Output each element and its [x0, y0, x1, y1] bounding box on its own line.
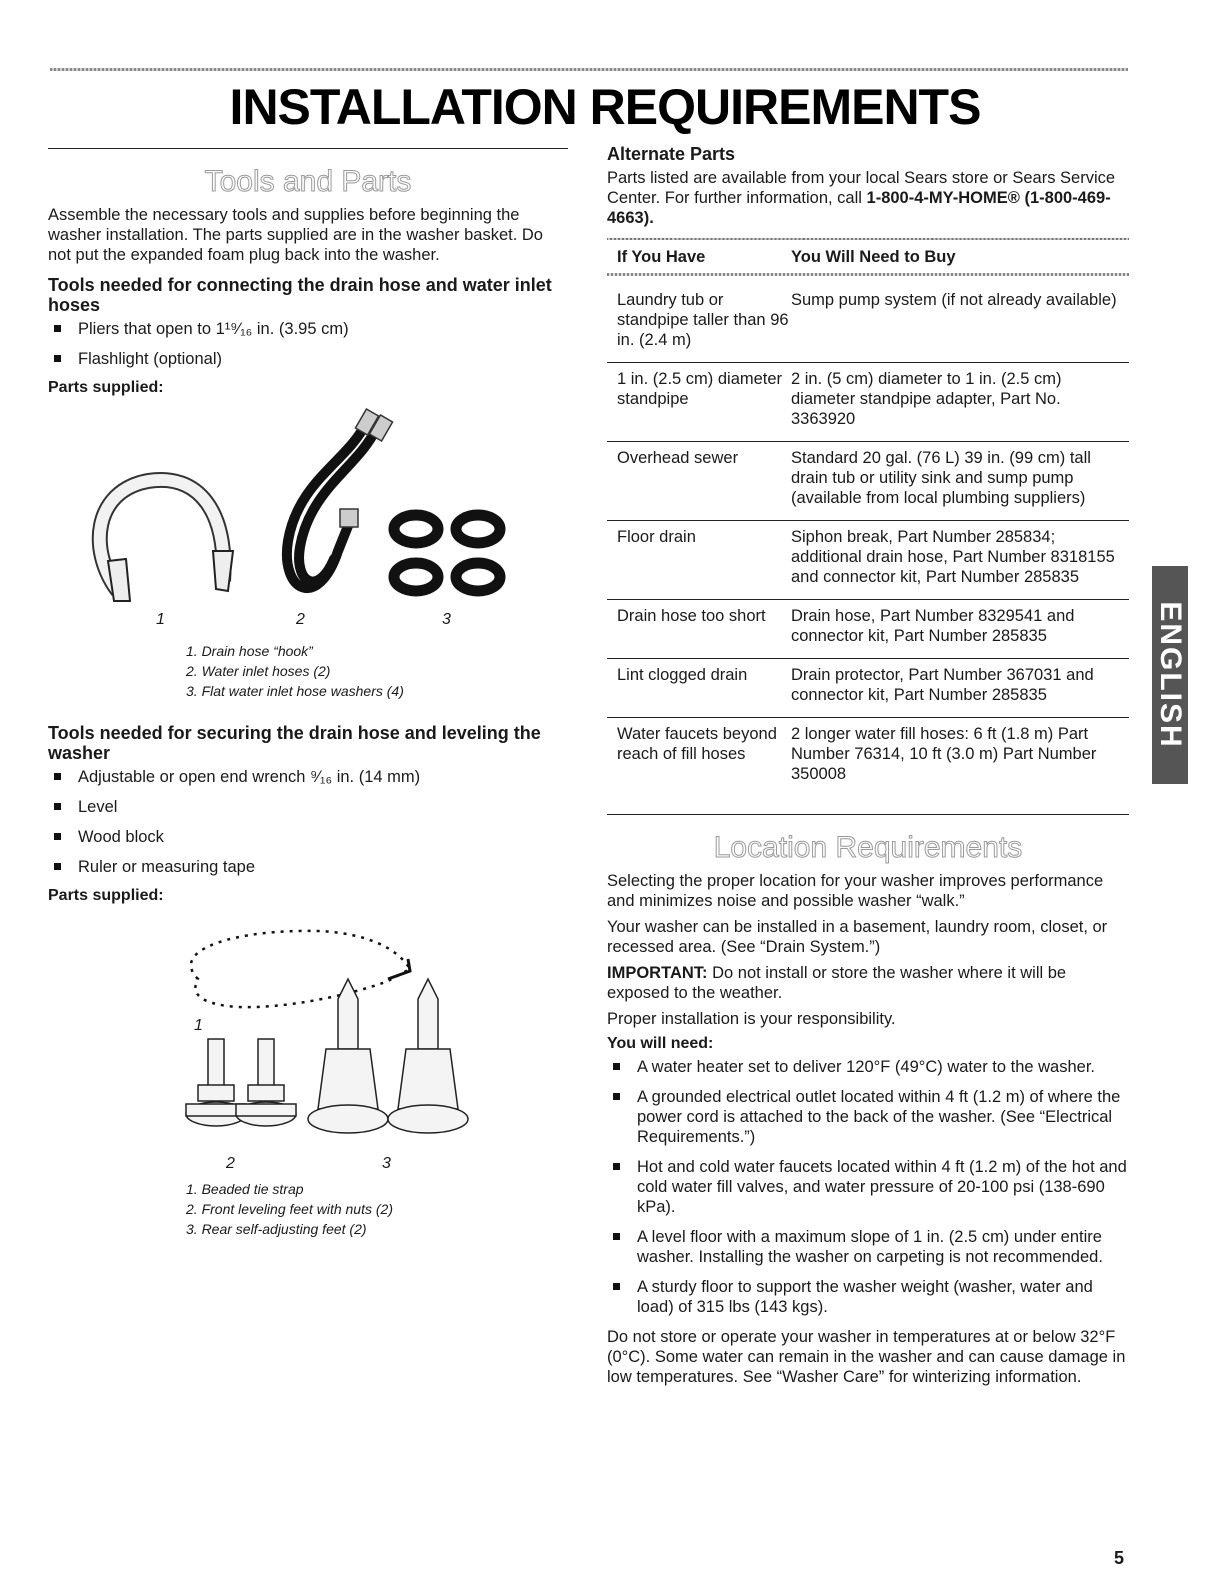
list-item: Hot and cold water faucets located within 4 ft (1.2 m) of the hot and cold water fill valves, and water pressure of 20-100 psi (138-690 kPa).	[607, 1157, 1129, 1217]
col-header-have: If You Have	[617, 248, 706, 266]
caption: 3. Rear self-adjusting feet (2)	[186, 1221, 367, 1237]
cell-buy: 2 in. (5 cm) diameter to 1 in. (2.5 cm) diameter standpipe adapter, Part No. 3363920	[791, 370, 1062, 428]
rear-self-adjusting-feet-icon	[308, 979, 468, 1133]
cell-buy: Drain protector, Part Number 367031 and connector kit, Part Number 285835	[791, 666, 1094, 704]
caption: 1. Beaded tie strap	[186, 1181, 304, 1197]
cell-have: 1 in. (2.5 cm) diameter standpipe	[617, 370, 783, 408]
figure-feet	[48, 909, 568, 1179]
important-text: Do not install or store the washer where it will be exposed to the weather.	[607, 964, 1067, 1002]
cell-buy: Sump pump system (if not already available)	[791, 291, 1117, 309]
list-item: A sturdy floor to support the washer weight (washer, water and load) of 315 lbs (143 kgs).	[607, 1277, 1129, 1317]
parts-supplied-label: Parts supplied:	[48, 379, 164, 396]
cell-have: Drain hose too short	[617, 607, 766, 625]
group2-heading: Tools needed for securing the drain hose and leveling the washer	[48, 723, 541, 763]
intro-text: Parts listed are available from your local Sears store or Sears Service Center. For further information, call	[607, 169, 1116, 207]
cell-buy: Drain hose, Part Number 8329541 and connector kit, Part Number 285835	[791, 607, 1075, 645]
left-column	[48, 148, 568, 1239]
right-column	[607, 144, 1129, 1393]
col-header-buy: You Will Need to Buy	[791, 248, 956, 266]
parts-supplied-label: Parts supplied:	[48, 887, 164, 904]
caption: 1. Drain hose “hook”	[186, 643, 313, 659]
list-item: A grounded electrical outlet located within 4 ft (1.2 m) of where the power cord is attached to the back of the washer. (See “Electrical Requirements.”)	[607, 1087, 1129, 1147]
table-row	[607, 718, 1129, 796]
list-item: Wood block	[48, 827, 568, 847]
list-item: Adjustable or open end wrench ⁹⁄₁₆ in. (14 mm)	[48, 767, 568, 787]
location-p3: Proper installation is your responsibility.	[607, 1010, 896, 1028]
alternate-parts-intro	[607, 168, 1129, 228]
location-heading: Location Requirements	[713, 831, 1023, 864]
page-number: 5	[1114, 1548, 1125, 1568]
cell-buy: Siphon break, Part Number 285834; additional drain hose, Part Number 8318155 and connector kit, Part Number 285835	[791, 528, 1115, 586]
table-row	[607, 284, 1129, 363]
list-item: Flashlight (optional)	[48, 349, 568, 369]
cell-have: Lint clogged drain	[617, 666, 748, 684]
parts-table	[607, 284, 1129, 796]
figure-number: 3	[442, 611, 451, 628]
table-row	[607, 659, 1129, 718]
cell-have: Overhead sewer	[617, 449, 739, 467]
cell-have: Water faucets beyond reach of fill hoses	[617, 725, 777, 763]
top-divider	[50, 68, 1128, 71]
group1-heading: Tools needed for connecting the drain hose and water inlet hoses	[48, 275, 552, 315]
section-divider	[607, 814, 1129, 815]
page-title: INSTALLATION REQUIREMENTS	[229, 79, 981, 135]
requirements-list	[607, 1057, 1129, 1317]
list-item: Ruler or measuring tape	[48, 857, 568, 877]
hose-parts-illustration	[48, 401, 568, 641]
caption: 3. Flat water inlet hose washers (4)	[186, 683, 404, 699]
caption: 2. Water inlet hoses (2)	[186, 663, 331, 679]
tools-intro: Assemble the necessary tools and supplies before beginning the washer installation. The parts supplied are in the washer basket. Do not put the expanded foam plug back into the washer.	[48, 206, 543, 264]
cell-have: Floor drain	[617, 528, 696, 546]
tools-heading: Tools and Parts	[204, 165, 412, 198]
important-label: IMPORTANT:	[607, 964, 708, 982]
language-tab-label: ENGLISH	[1154, 601, 1187, 749]
feet-parts-illustration	[48, 909, 568, 1179]
cell-buy: Standard 20 gal. (76 L) 39 in. (99 cm) tall drain tub or utility sink and sump pump (available from local plumbing suppliers)	[791, 449, 1091, 507]
table-header	[607, 238, 1129, 273]
table-row	[607, 600, 1129, 659]
table-row	[607, 363, 1129, 442]
group2-list	[48, 767, 568, 877]
list-item: Pliers that open to 1¹⁹⁄₁₆ in. (3.95 cm)	[48, 319, 568, 339]
caption: 2. Front leveling feet with nuts (2)	[186, 1201, 393, 1217]
tie-strap-icon	[191, 931, 410, 1007]
figure-number: 2	[226, 1155, 235, 1172]
hose-washers-icon	[394, 515, 500, 591]
you-will-need-label: You will need:	[607, 1035, 714, 1052]
inlet-hoses-icon	[287, 409, 393, 588]
group1-list	[48, 319, 568, 369]
section-divider	[48, 148, 568, 149]
table-row	[607, 521, 1129, 600]
important-note	[607, 963, 1129, 1003]
location-p2: Your washer can be installed in a basement, laundry room, closet, or recessed area. (See “Drain System.”)	[607, 918, 1108, 956]
table-row	[607, 442, 1129, 521]
location-closing: Do not store or operate your washer in temperatures at or below 32°F (0°C). Some water can remain in the washer and can cause damage in low temperatures. See “Washer Care” for winterizing information.	[607, 1328, 1126, 1386]
language-tab	[1152, 566, 1188, 784]
figure-hoses	[48, 401, 568, 641]
list-item: Level	[48, 797, 568, 817]
cell-buy: 2 longer water fill hoses: 6 ft (1.8 m) Part Number 76314, 10 ft (3.0 m) Part Number 350008	[791, 725, 1097, 783]
phone-number: 1-800-4-MY-HOME® (1-800-469-4663).	[607, 189, 1111, 227]
drain-hook-icon	[100, 480, 233, 601]
figure-number: 2	[296, 611, 305, 628]
figure-number: 1	[194, 1017, 203, 1034]
list-item: A water heater set to deliver 120°F (49°C) water to the washer.	[607, 1057, 1129, 1077]
cell-have: Laundry tub or standpipe taller than 96 in. (2.4 m)	[617, 291, 789, 349]
list-item: A level floor with a maximum slope of 1 in. (2.5 cm) under entire washer. Installing the washer on carpeting is not recommended.	[607, 1227, 1129, 1267]
header-divider	[607, 273, 1129, 276]
figure-number: 1	[156, 611, 165, 628]
location-p1: Selecting the proper location for your washer improves performance and minimizes noise and possible washer “walk.”	[607, 872, 1104, 910]
alternate-parts-heading: Alternate Parts	[607, 144, 736, 164]
figure-number: 3	[382, 1155, 391, 1172]
front-leveling-feet-icon	[186, 1039, 296, 1126]
